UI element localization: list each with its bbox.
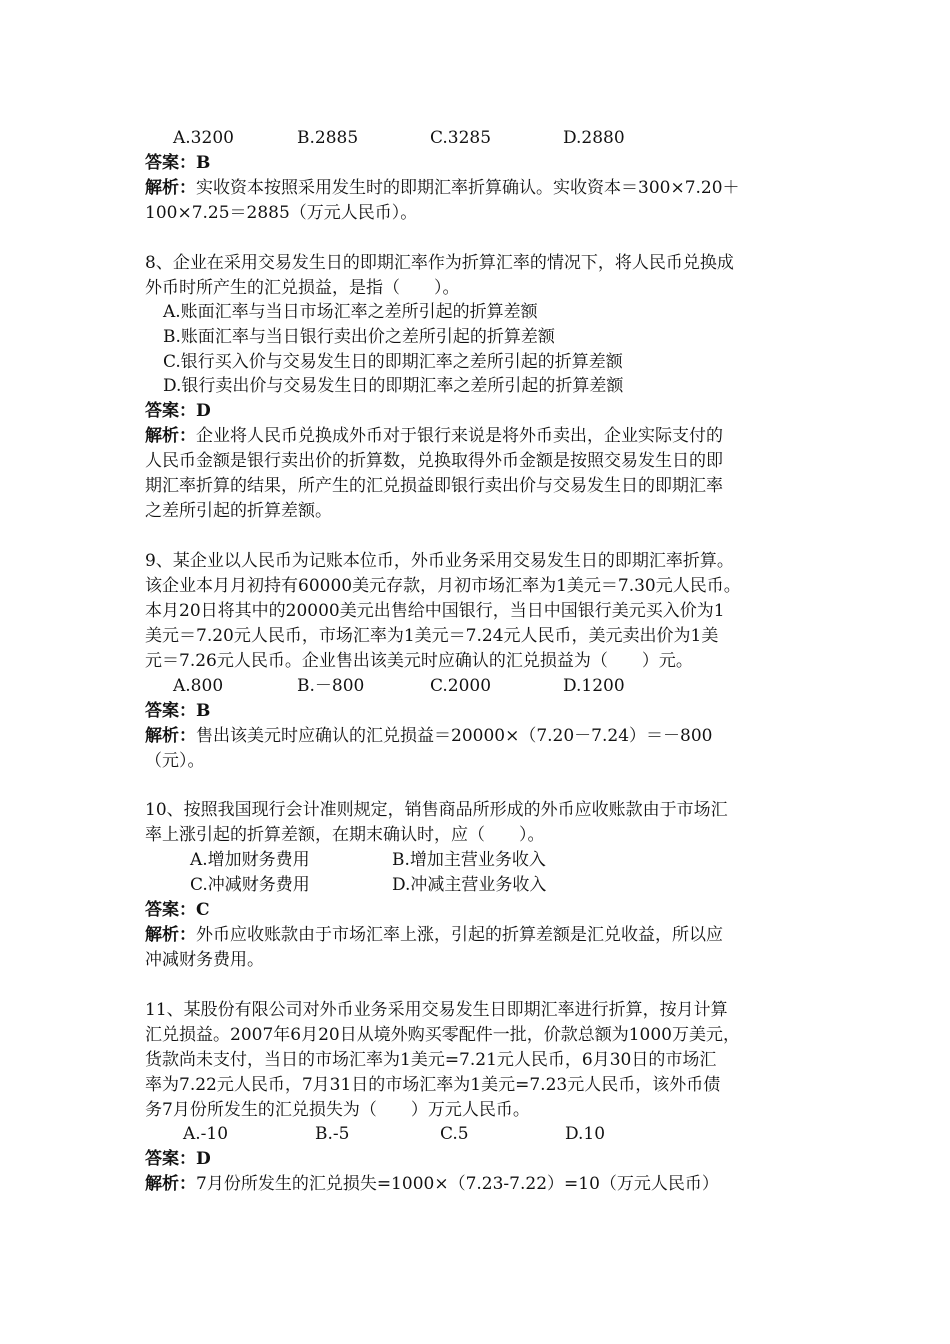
q7-option-a: A.3200 (173, 128, 234, 148)
answer-value: C (196, 900, 210, 920)
q8-stem-line: 外币时所产生的汇兑损益，是指（ ）。 (145, 278, 460, 298)
q10-option-c: C.冲减财务费用 (190, 875, 310, 895)
answer-label: 答案： (145, 1149, 196, 1169)
q8-analysis-line (145, 424, 825, 449)
analysis-text: 7月份所发生的汇兑损失=1000×（7.23-7.22）=10（万元人民币） (196, 1174, 719, 1194)
q9-option-d: D.1200 (563, 676, 625, 696)
q9-stem-line: 元＝7.26元人民币。企业售出该美元时应确认的汇兑损益为（ ）元。 (145, 651, 693, 671)
q8-option-b: B.账面汇率与当日银行卖出价之差所引起的折算差额 (163, 327, 555, 347)
answer-value: D (196, 401, 211, 421)
q8-option-d: D.银行卖出价与交易发生日的即期汇率之差所引起的折算差额 (163, 376, 624, 396)
answer-value: B (196, 701, 211, 721)
analysis-label: 解析： (145, 426, 196, 446)
q11-stem-line: 货款尚未支付，当日的市场汇率为1美元=7.21元人民币，6月30日的市场汇 (145, 1050, 717, 1070)
q7-option-b: B.2885 (297, 128, 359, 148)
analysis-label: 解析： (145, 925, 196, 945)
analysis-label: 解析： (145, 1174, 196, 1194)
q7-analysis-line: 100×7.25＝2885（万元人民币）。 (145, 203, 418, 223)
q10-answer (145, 898, 825, 923)
q8-option-a: A.账面汇率与当日市场汇率之差所引起的折算差额 (163, 302, 538, 322)
q11-stem-line: 汇兑损益。2007年6月20日从境外购买零配件一批，价款总额为1000万美元， (145, 1025, 740, 1045)
q8-option-c: C.银行买入价与交易发生日的即期汇率之差所引起的折算差额 (163, 352, 623, 372)
answer-label: 答案： (145, 900, 196, 920)
q10-option-b: B.增加主营业务收入 (392, 850, 546, 870)
q11-option-a: A.-10 (183, 1124, 229, 1144)
q7-answer (145, 151, 825, 176)
q8-analysis-line: 之差所引起的折算差额。 (145, 501, 332, 521)
q10-analysis-line: 冲减财务费用。 (145, 950, 264, 970)
q7-option-d: D.2880 (563, 128, 625, 148)
analysis-text: 企业将人民币兑换成外币对于银行来说是将外币卖出，企业实际支付的 (196, 426, 723, 446)
analysis-text: 外币应收账款由于市场汇率上涨，引起的折算差额是汇兑收益，所以应 (196, 925, 723, 945)
q10-stem-line: 10、按照我国现行会计准则规定，销售商品所形成的外币应收账款由于市场汇 (145, 800, 728, 820)
q11-stem-line: 11、某股份有限公司对外币业务采用交易发生日即期汇率进行折算，按月计算 (145, 1000, 728, 1020)
q11-analysis-line (145, 1172, 825, 1197)
q9-stem-line: 美元＝7.20元人民币，市场汇率为1美元＝7.24元人民币，美元卖出价为1美 (145, 626, 719, 646)
q9-option-a: A.800 (173, 676, 224, 696)
q11-option-d: D.10 (565, 1124, 606, 1144)
answer-value: D (196, 1149, 211, 1169)
q8-stem-line: 8、企业在采用交易发生日的即期汇率作为折算汇率的情况下，将人民币兑换成 (145, 253, 734, 273)
answer-label: 答案： (145, 401, 196, 421)
q8-analysis-line: 人民币金额是银行卖出价的折算数，兑换取得外币金额是按照交易发生日的即 (145, 451, 723, 471)
q9-stem-line: 9、某企业以人民币为记账本位币，外币业务采用交易发生日的即期汇率折算。 (145, 551, 734, 571)
q7-option-c: C.3285 (430, 128, 492, 148)
q10-option-a: A.增加财务费用 (190, 850, 310, 870)
q10-option-d: D.冲减主营业务收入 (392, 875, 547, 895)
q9-answer (145, 699, 825, 724)
q10-analysis-line (145, 923, 825, 948)
q11-option-c: C.5 (440, 1124, 469, 1144)
analysis-text: 实收资本按照采用发生时的即期汇率折算确认。实收资本＝300×7.20＋ (196, 178, 740, 198)
q9-stem-line: 该企业本月月初持有60000美元存款，月初市场汇率为1美元＝7.30元人民币。 (145, 576, 741, 596)
q9-analysis-line (145, 724, 825, 749)
q9-option-c: C.2000 (430, 676, 492, 696)
analysis-label: 解析： (145, 178, 196, 198)
answer-value: B (196, 153, 211, 173)
answer-label: 答案： (145, 701, 196, 721)
q11-answer (145, 1147, 825, 1172)
analysis-text: 售出该美元时应确认的汇兑损益＝20000×（7.20－7.24）＝－800 (196, 726, 713, 746)
q11-stem-line: 务7月份所发生的汇兑损失为（ ）万元人民币。 (145, 1100, 530, 1120)
q9-option-b: B.－800 (297, 676, 365, 696)
q7-analysis-line (145, 176, 825, 201)
q11-stem-line: 率为7.22元人民币，7月31日的市场汇率为1美元=7.23元人民币，该外币债 (145, 1075, 721, 1095)
q8-answer (145, 399, 825, 424)
analysis-label: 解析： (145, 726, 196, 746)
q10-stem-line: 率上涨引起的折算差额，在期末确认时，应（ ）。 (145, 825, 545, 845)
q8-analysis-line: 期汇率折算的结果，所产生的汇兑损益即银行卖出价与交易发生日的即期汇率 (145, 476, 723, 496)
q11-option-b: B.-5 (315, 1124, 350, 1144)
answer-label: 答案： (145, 153, 196, 173)
q9-stem-line: 本月20日将其中的20000美元出售给中国银行，当日中国银行美元买入价为1 (145, 601, 725, 621)
q9-analysis-line: （元）。 (145, 751, 205, 771)
